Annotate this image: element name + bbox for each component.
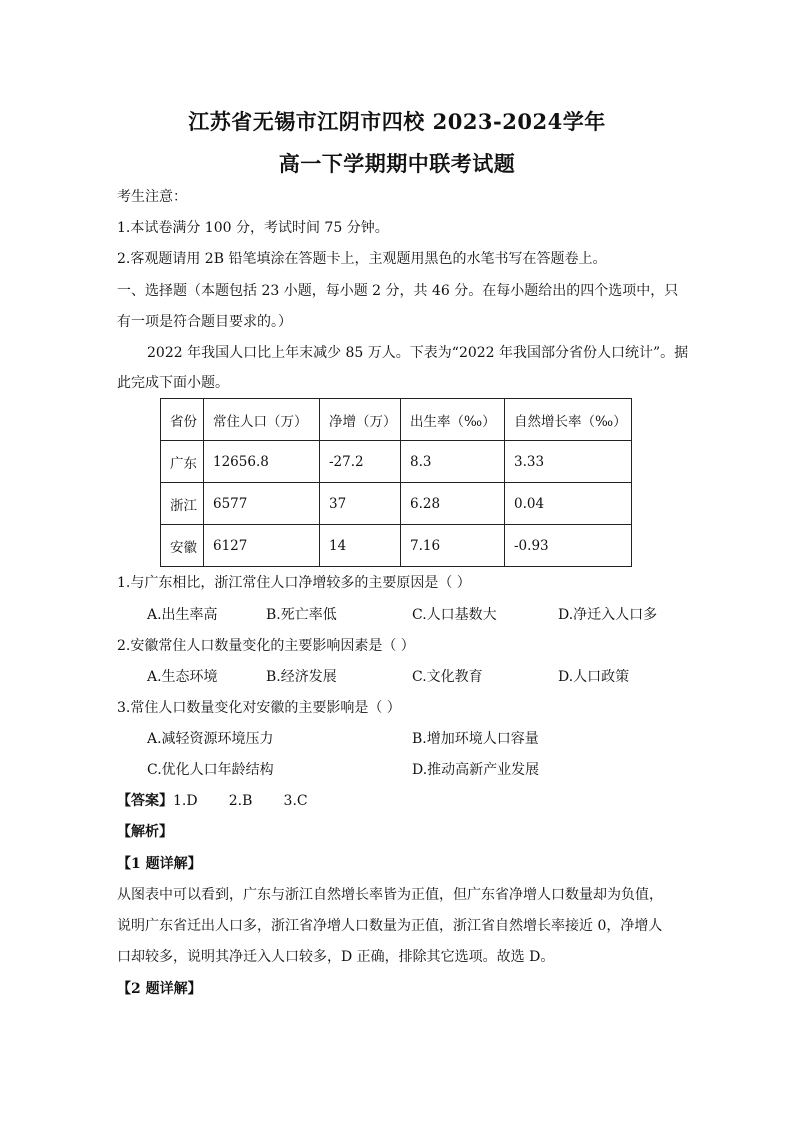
question-3-option-a: A.减轻资源环境压力 [147, 731, 274, 747]
answer-line [117, 791, 308, 811]
table-cell: 7.16 [401, 525, 505, 567]
table-cell: 浙江 [161, 483, 204, 525]
exam-title-line2: 高一下学期期中联考试题 [278, 151, 516, 176]
notice-item-2: 2.客观题请用 2B 铅笔填涂在答题卡上，主观题用黑色的水笔书写在答题卷上。 [117, 251, 607, 267]
analysis-label: 【解析】 [117, 824, 173, 840]
table-header-cell: 净增（万） [320, 399, 401, 441]
question-2-option-c: C.文化教育 [412, 669, 483, 685]
notice-heading: 考生注意： [117, 189, 187, 205]
table-header-cell: 出生率（‰） [401, 399, 505, 441]
answer-values: 1.D 2.B 3.C [173, 793, 308, 809]
table-header-cell: 自然增长率（‰） [505, 399, 632, 441]
notice-item-1: 1.本试卷满分 100 分，考试时间 75 分钟。 [117, 220, 389, 236]
material-intro-line1: 2022 年我国人口比上年末减少 85 万人。下表为“2022 年我国部分省份人口统计”。据 [147, 345, 689, 361]
table-cell: 12656.8 [204, 441, 320, 483]
table-row [161, 483, 632, 525]
analysis-q1-text-line1: 从图表中可以看到，广东与浙江自然增长率皆为正值，但广东省净增人口数量却为负值， [117, 887, 663, 903]
table-cell: 37 [320, 483, 401, 525]
table-header-row [161, 399, 632, 441]
table-row [161, 441, 632, 483]
table-cell: 安徽 [161, 525, 204, 567]
analysis-q1-text-line3: 口却较多，说明其净迁入人口较多，D 正确，排除其它选项。故选 D。 [117, 949, 555, 965]
table-cell: 0.04 [505, 483, 632, 525]
table-row [161, 525, 632, 567]
material-intro-line2: 此完成下面小题。 [117, 375, 229, 391]
question-2-option-a: A.生态环境 [147, 669, 218, 685]
question-1-option-a: A.出生率高 [147, 607, 218, 623]
table-cell: 8.3 [401, 441, 505, 483]
table-cell: -0.93 [505, 525, 632, 567]
question-3-option-d: D.推动高新产业发展 [412, 762, 540, 778]
table-cell: 3.33 [505, 441, 632, 483]
table-cell: -27.2 [320, 441, 401, 483]
table-cell: 6127 [204, 525, 320, 567]
question-3-stem: 3.常住人口数量变化对安徽的主要影响是（ ） [117, 700, 401, 716]
analysis-q2-heading: 【2 题详解】 [117, 981, 202, 997]
table-cell: 广东 [161, 441, 204, 483]
question-2-option-d: D.人口政策 [558, 669, 630, 685]
question-2-option-b: B.经济发展 [266, 669, 337, 685]
analysis-q1-heading: 【1 题详解】 [117, 856, 202, 872]
question-3-option-c: C.优化人口年龄结构 [147, 762, 274, 778]
answer-label: 【答案】 [117, 793, 173, 809]
question-3-option-b: B.增加环境人口容量 [412, 731, 539, 747]
question-1-option-d: D.净迁入人口多 [558, 607, 658, 623]
table-header-cell: 常住人口（万） [204, 399, 320, 441]
table-cell: 6577 [204, 483, 320, 525]
question-1-option-c: C.人口基数大 [412, 607, 497, 623]
table-cell: 6.28 [401, 483, 505, 525]
question-2-stem: 2.安徽常住人口数量变化的主要影响因素是（ ） [117, 638, 415, 654]
analysis-q1-text-line2: 说明广东省迁出人口多，浙江省净增人口数量为正值，浙江省自然增长率接近 0，净增人 [117, 918, 663, 934]
question-1-stem: 1.与广东相比，浙江常住人口净增较多的主要原因是（ ） [117, 575, 471, 591]
population-table [160, 398, 632, 567]
question-1-option-b: B.死亡率低 [266, 607, 337, 623]
section-instructions-line1: 一、选择题（本题包括 23 小题，每小题 2 分，共 46 分。在每小题给出的四个选项中，只 [117, 283, 679, 299]
section-instructions-line2: 有一项是符合题目要求的。） [117, 314, 292, 330]
table-cell: 14 [320, 525, 401, 567]
table-header-cell: 省份 [161, 399, 204, 441]
exam-title-line1: 江苏省无锡市江阴市四校 2023-2024学年 [188, 109, 606, 134]
